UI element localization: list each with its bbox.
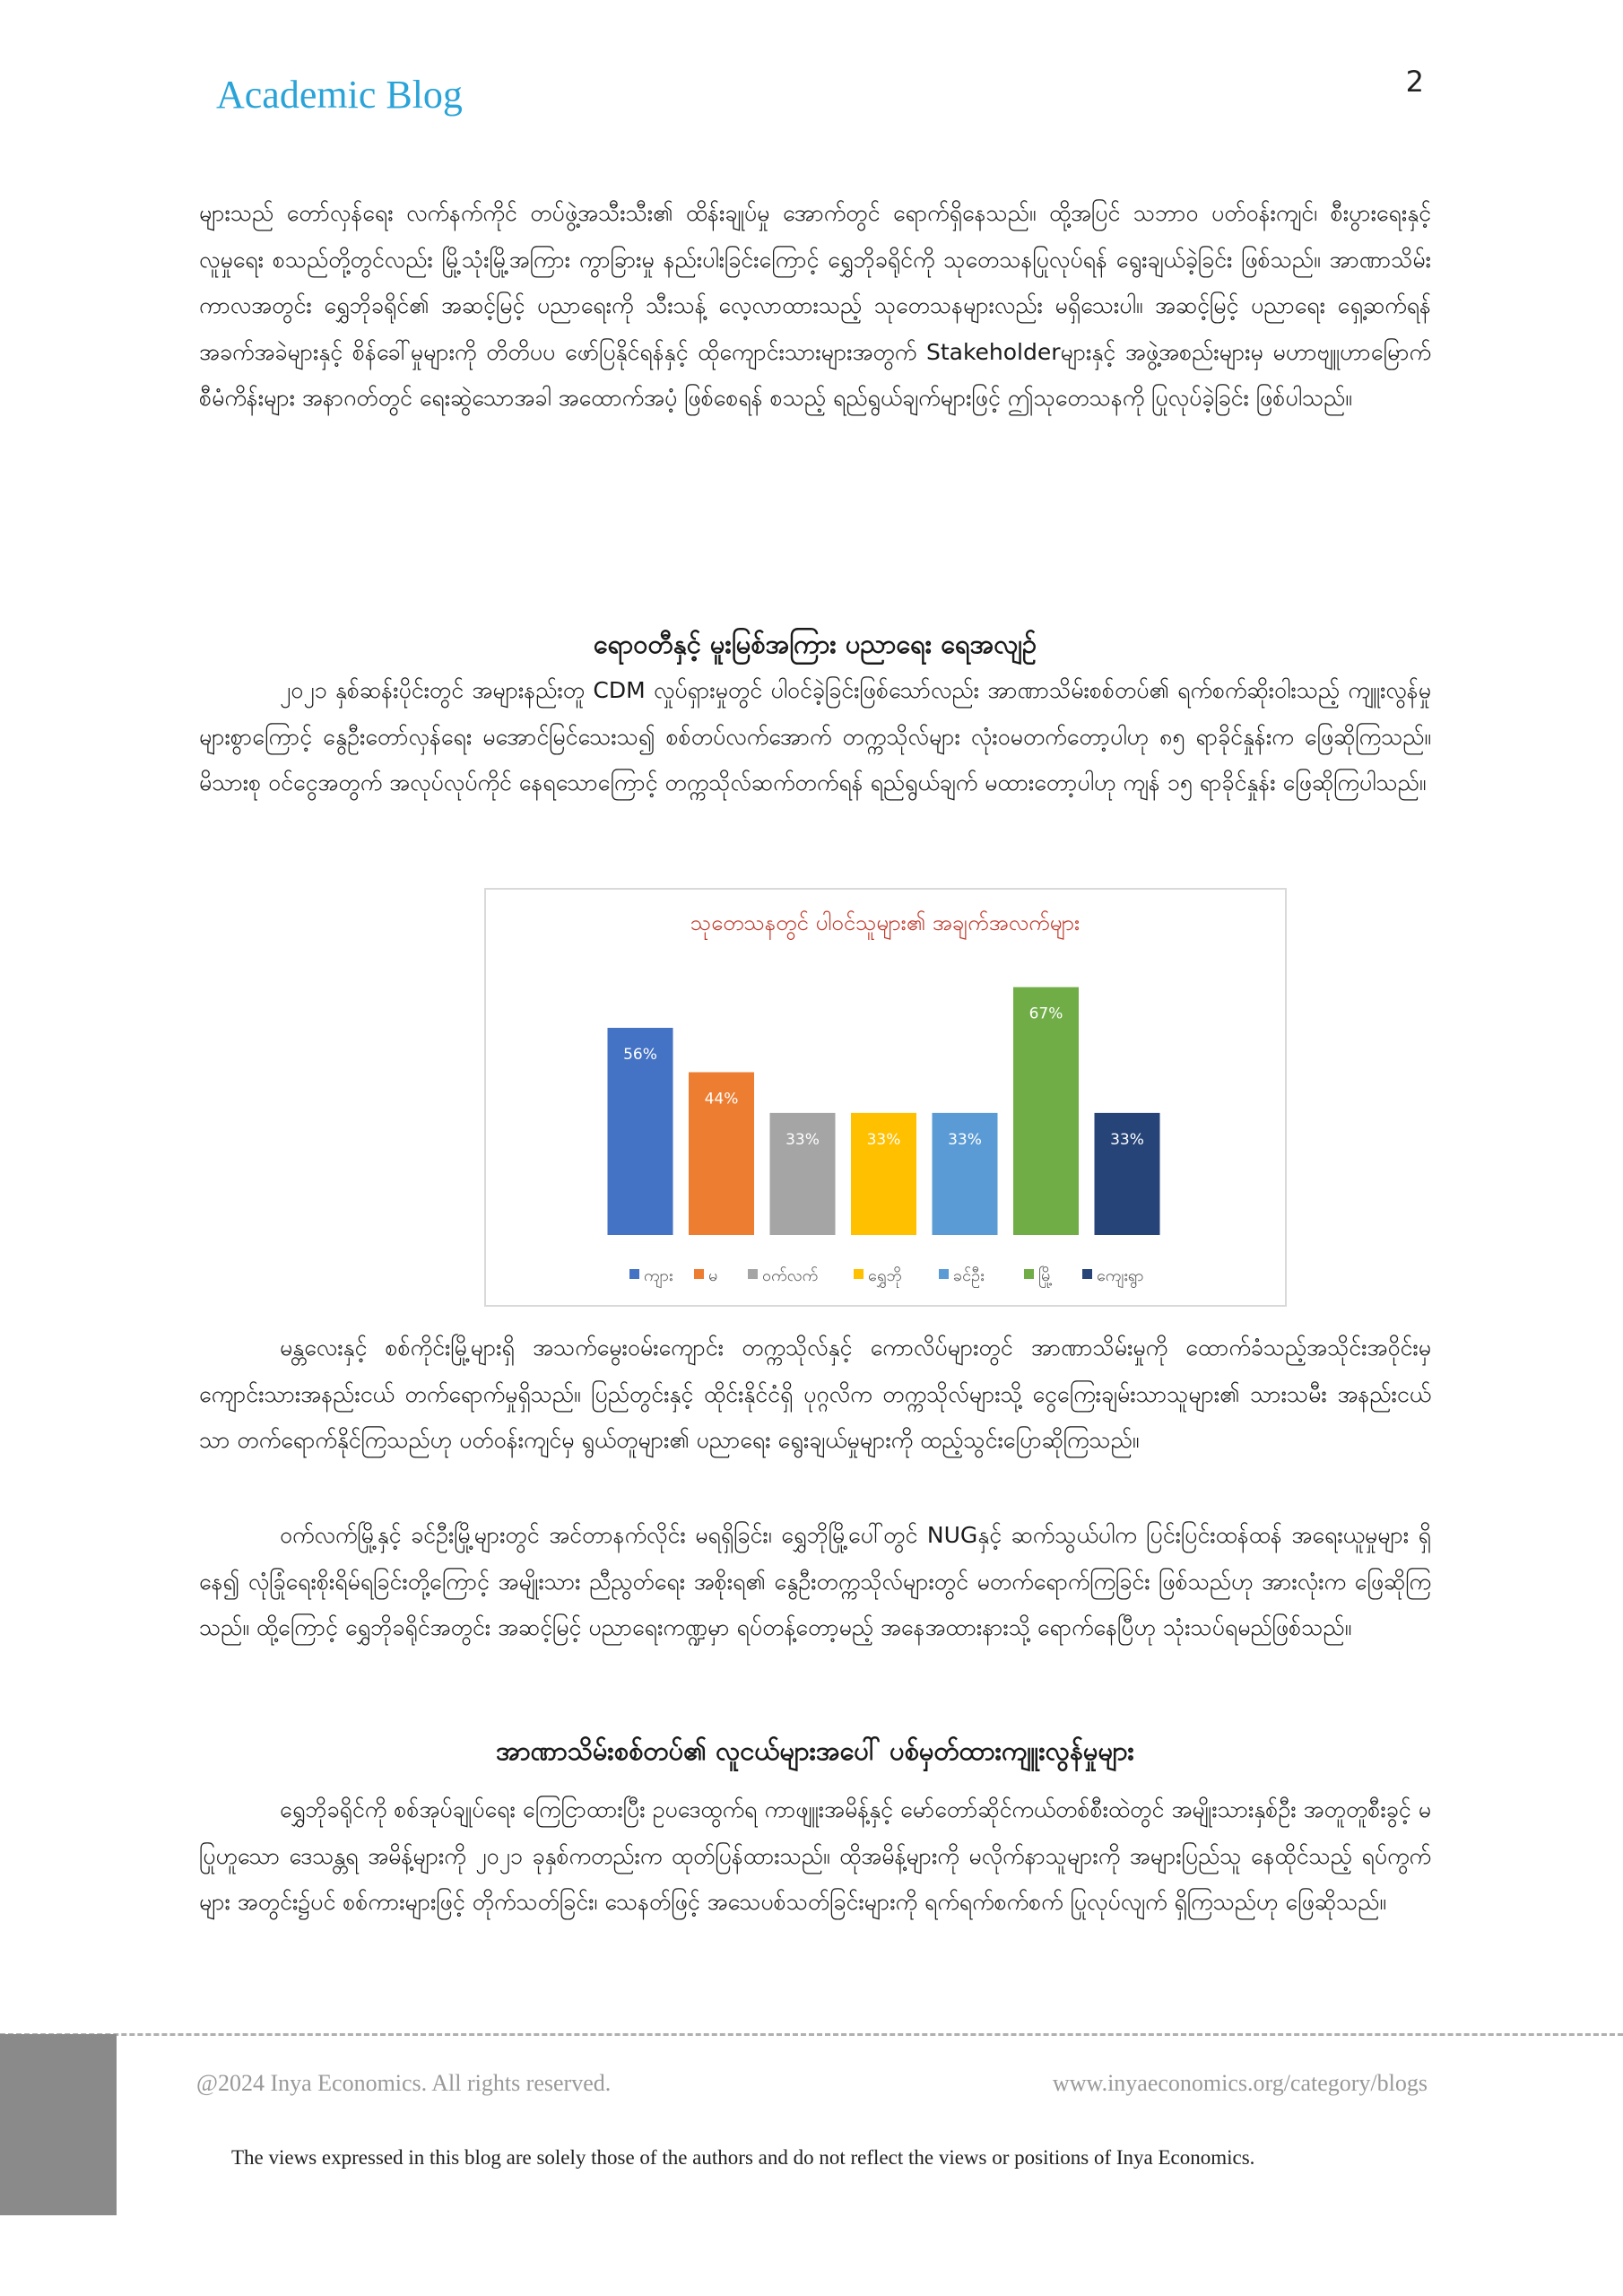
- legend-label: ကျား: [644, 1266, 673, 1285]
- bar-data-label: 33%: [785, 1130, 820, 1149]
- blog-title: Academic Blog: [216, 73, 463, 117]
- bar-data-label: 33%: [866, 1130, 901, 1149]
- legend-label: ဝက်လက်: [762, 1266, 819, 1285]
- legend-swatch: [1024, 1269, 1034, 1279]
- legend-label: မ: [708, 1266, 718, 1285]
- footer-side-block: [0, 2034, 117, 2215]
- body-paragraph: ရွှေဘိုခရိုင်ကို စစ်အုပ်ချုပ်ရေး ကြေငြာထားပြီး ဥပဒေထွက်ရ ကာဖျူးအမိန့်နှင့် မော်တော်ဆိုင်ကယ်တစ်စီးထဲတွင် အမျိုးသားနှစ်ဦး အတူတူစီးခွင့် မပြုဟူသော ဒေသန္တရ အမိန့်များကို ၂၀၂၁ ခုနှစ်ကတည်းက ထုတ်ပြန်ထားသည်။ ထိုအမိန့်များကို မလိုက်နာသူများကို အများပြည်သူ နေထိုင်သည့် ရပ်ကွက်များ အတွင်း၌ပင် စစ်ကားများဖြင့် တိုက်သတ်ခြင်း၊ သေနတ်ဖြင့် အသေပစ်သတ်ခြင်းများကို ရက်ရက်စက်စက် ပြုလုပ်လျက် ရှိကြသည်ဟု ဖြေဆိုသည်။: [199, 1796, 1431, 1915]
- legend-label: ကျေးရွာ: [1097, 1266, 1144, 1285]
- legend-swatch: [694, 1269, 704, 1279]
- bar-6: [1013, 987, 1079, 1235]
- page-number: 2: [1405, 65, 1424, 99]
- legend-label: မြို့: [1038, 1266, 1054, 1285]
- chart-legend: [629, 1265, 1144, 1288]
- body-paragraph: မန္တလေးနှင့် စစ်ကိုင်းမြို့များရှိ အသက်မွေးဝမ်းကျောင်း တက္ကသိုလ်နှင့် ကောလိပ်များတွင် အာဏာသိမ်းမှုကို ထောက်ခံသည့်အသိုင်းအဝိုင်းမှ ကျောင်းသားအနည်းငယ် တက်ရောက်မှုရှိသည်။ ပြည်တွင်းနှင့် ထိုင်းနိုင်ငံရှိ ပုဂ္ဂလိက တက္ကသိုလ်များသို့ ငွေကြေးချမ်းသာသူများ၏ သားသမီး အနည်းငယ်သာ တက်ရောက်နိုင်ကြသည်ဟု ပတ်ဝန်းကျင်မှ ရွယ်တူများ၏ ပညာရေး ရွေးချယ်မှုများကို ထည့်သွင်းပြောဆိုကြသည်။: [199, 1335, 1431, 1453]
- bar-data-label: 33%: [1110, 1130, 1144, 1149]
- footer-link[interactable]: www.inyaeconomics.org/category/blogs: [1052, 2070, 1428, 2096]
- bar-data-label: 44%: [704, 1090, 739, 1109]
- legend-swatch: [939, 1269, 949, 1279]
- chart-title: သုတေသနတွင် ပါဝင်သူများ၏ အချက်အလက်များ: [690, 910, 1081, 935]
- bar-data-label: 33%: [948, 1130, 982, 1149]
- bar-data-label: 56%: [623, 1046, 657, 1064]
- bars-layer: [608, 987, 1160, 1235]
- footer-divider: [0, 2033, 1623, 2036]
- legend-swatch: [629, 1269, 639, 1279]
- legend-swatch: [1082, 1269, 1092, 1279]
- body-paragraph: ဝက်လက်မြို့နှင့် ခင်ဦးမြို့များတွင် အင်တာနက်လိုင်း မရရှိခြင်း၊ ရွှေဘိုမြို့ပေါ်တွင် NUGနှင့် ဆက်သွယ်ပါက ပြင်းပြင်းထန်ထန် အရေးယူမှုများ ရှိနေ၍ လုံခြုံရေးစိုးရိမ်ရခြင်းတို့ကြောင့် အမျိုးသား ညီညွတ်ရေး အစိုးရ၏ နွေဦးတက္ကသိုလ်များတွင် မတက်ရောက်ကြခြင်း ဖြစ်သည်ဟု အားလုံးက ဖြေဆိုကြသည်။ ထို့ကြောင့် ရွှေဘိုခရိုင်အတွင်း အဆင့်မြင့် ပညာရေးကဏ္ဍမှာ ရပ်တန့်တော့မည့် အနေအထားနားသို့ ရောက်နေပြီဟု သုံးသပ်ရမည်ဖြစ်သည်။: [199, 1522, 1431, 1640]
- section-heading: အာဏာသိမ်းစစ်တပ်၏ လူငယ်များအပေါ် ပစ်မှတ်ထားကျူးလွန်မှုများ: [496, 1735, 1134, 1766]
- legend-swatch: [748, 1269, 758, 1279]
- footer-copyright: @2024 Inya Economics. All rights reserved.: [196, 2070, 612, 2096]
- legend-swatch: [854, 1269, 864, 1279]
- body-paragraph: ၂၀၂၁ နှစ်ဆန်းပိုင်းတွင် အများနည်းတူ CDM လှုပ်ရှားမှုတွင် ပါဝင်ခဲ့ခြင်းဖြစ်သော်လည်း အာဏာသိမ်းစစ်တပ်၏ ရက်စက်ဆိုးဝါးသည့် ကျူးလွန်မှုများစွာကြောင့် နွေဦးတော်လှန်ရေး မအောင်မြင်သေးသ၍ စစ်တပ်လက်အောက် တက္ကသိုလ်များ လုံးဝမတက်တော့ပါဟု ၈၅ ရာခိုင်နှုန်းက ဖြေဆိုကြသည်။ မိသားစု ဝင်ငွေအတွက် အလုပ်လုပ်ကိုင် နေရသောကြောင့် တက္ကသိုလ်ဆက်တက်ရန် ရည်ရွယ်ချက် မထားတော့ပါဟု ကျန် ၁၅ ရာခိုင်နှုန်း ဖြေဆိုကြပါသည်။: [199, 677, 1431, 796]
- legend-label: ခင်ဦး: [953, 1266, 985, 1285]
- section-heading: ရောဝတီနှင့် မူးမြစ်အကြား ပညာရေး ရေအလျဉ်: [593, 629, 1037, 659]
- legend-label: ရွှေဘို: [868, 1266, 902, 1285]
- bar-chart-svg: [486, 890, 1285, 1305]
- participants-chart: [484, 888, 1287, 1307]
- bar-data-label: 67%: [1028, 1004, 1063, 1023]
- footer-disclaimer: The views expressed in this blog are solely those of the authors and do not reflect the views or positions of Inya Economics.: [231, 2146, 1255, 2169]
- body-paragraph: များသည် တော်လှန်ရေး လက်နက်ကိုင် တပ်ဖွဲ့အသီးသီး၏ ထိန်းချုပ်မှု အောက်တွင် ရောက်ရှိနေသည်။ ထို့အပြင် သဘာဝ ပတ်ဝန်းကျင်၊ စီးပွားရေးနှင့် လူမှုရေး စသည်တို့တွင်လည်း မြို့သုံးမြို့အကြား ကွာခြားမှု နည်းပါးခြင်းကြောင့် ရွှေဘိုခရိုင်ကို သုတေသနပြုလုပ်ရန် ရွေးချယ်ခဲ့ခြင်း ဖြစ်သည်။ အာဏာသိမ်း ကာလအတွင်း ရွှေဘိုခရိုင်၏ အဆင့်မြင့် ပညာရေးကို သီးသန့် လေ့လာထားသည့် သုတေသနများလည်း မရှိသေးပါ။ အဆင့်မြင့် ပညာရေး ရှေ့ဆက်ရန် အခက်အခဲများနှင့် စိန်ခေါ်မှုများကို တိတိပပ ဖော်ပြနိုင်ရန်နှင့် ထိုကျောင်းသားများအတွက် Stakeholderများနှင့် အဖွဲ့အစည်းများမှ မဟာဗျူဟာမြောက် စီမံကိန်းများ အနာဂတ်တွင် ရေးဆွဲသောအခါ အထောက်အပံ့ ဖြစ်စေရန် စသည့် ရည်ရွယ်ချက်များဖြင့် ဤသုတေသနကို ပြုလုပ်ခဲ့ခြင်း ဖြစ်ပါသည်။: [199, 200, 1431, 411]
